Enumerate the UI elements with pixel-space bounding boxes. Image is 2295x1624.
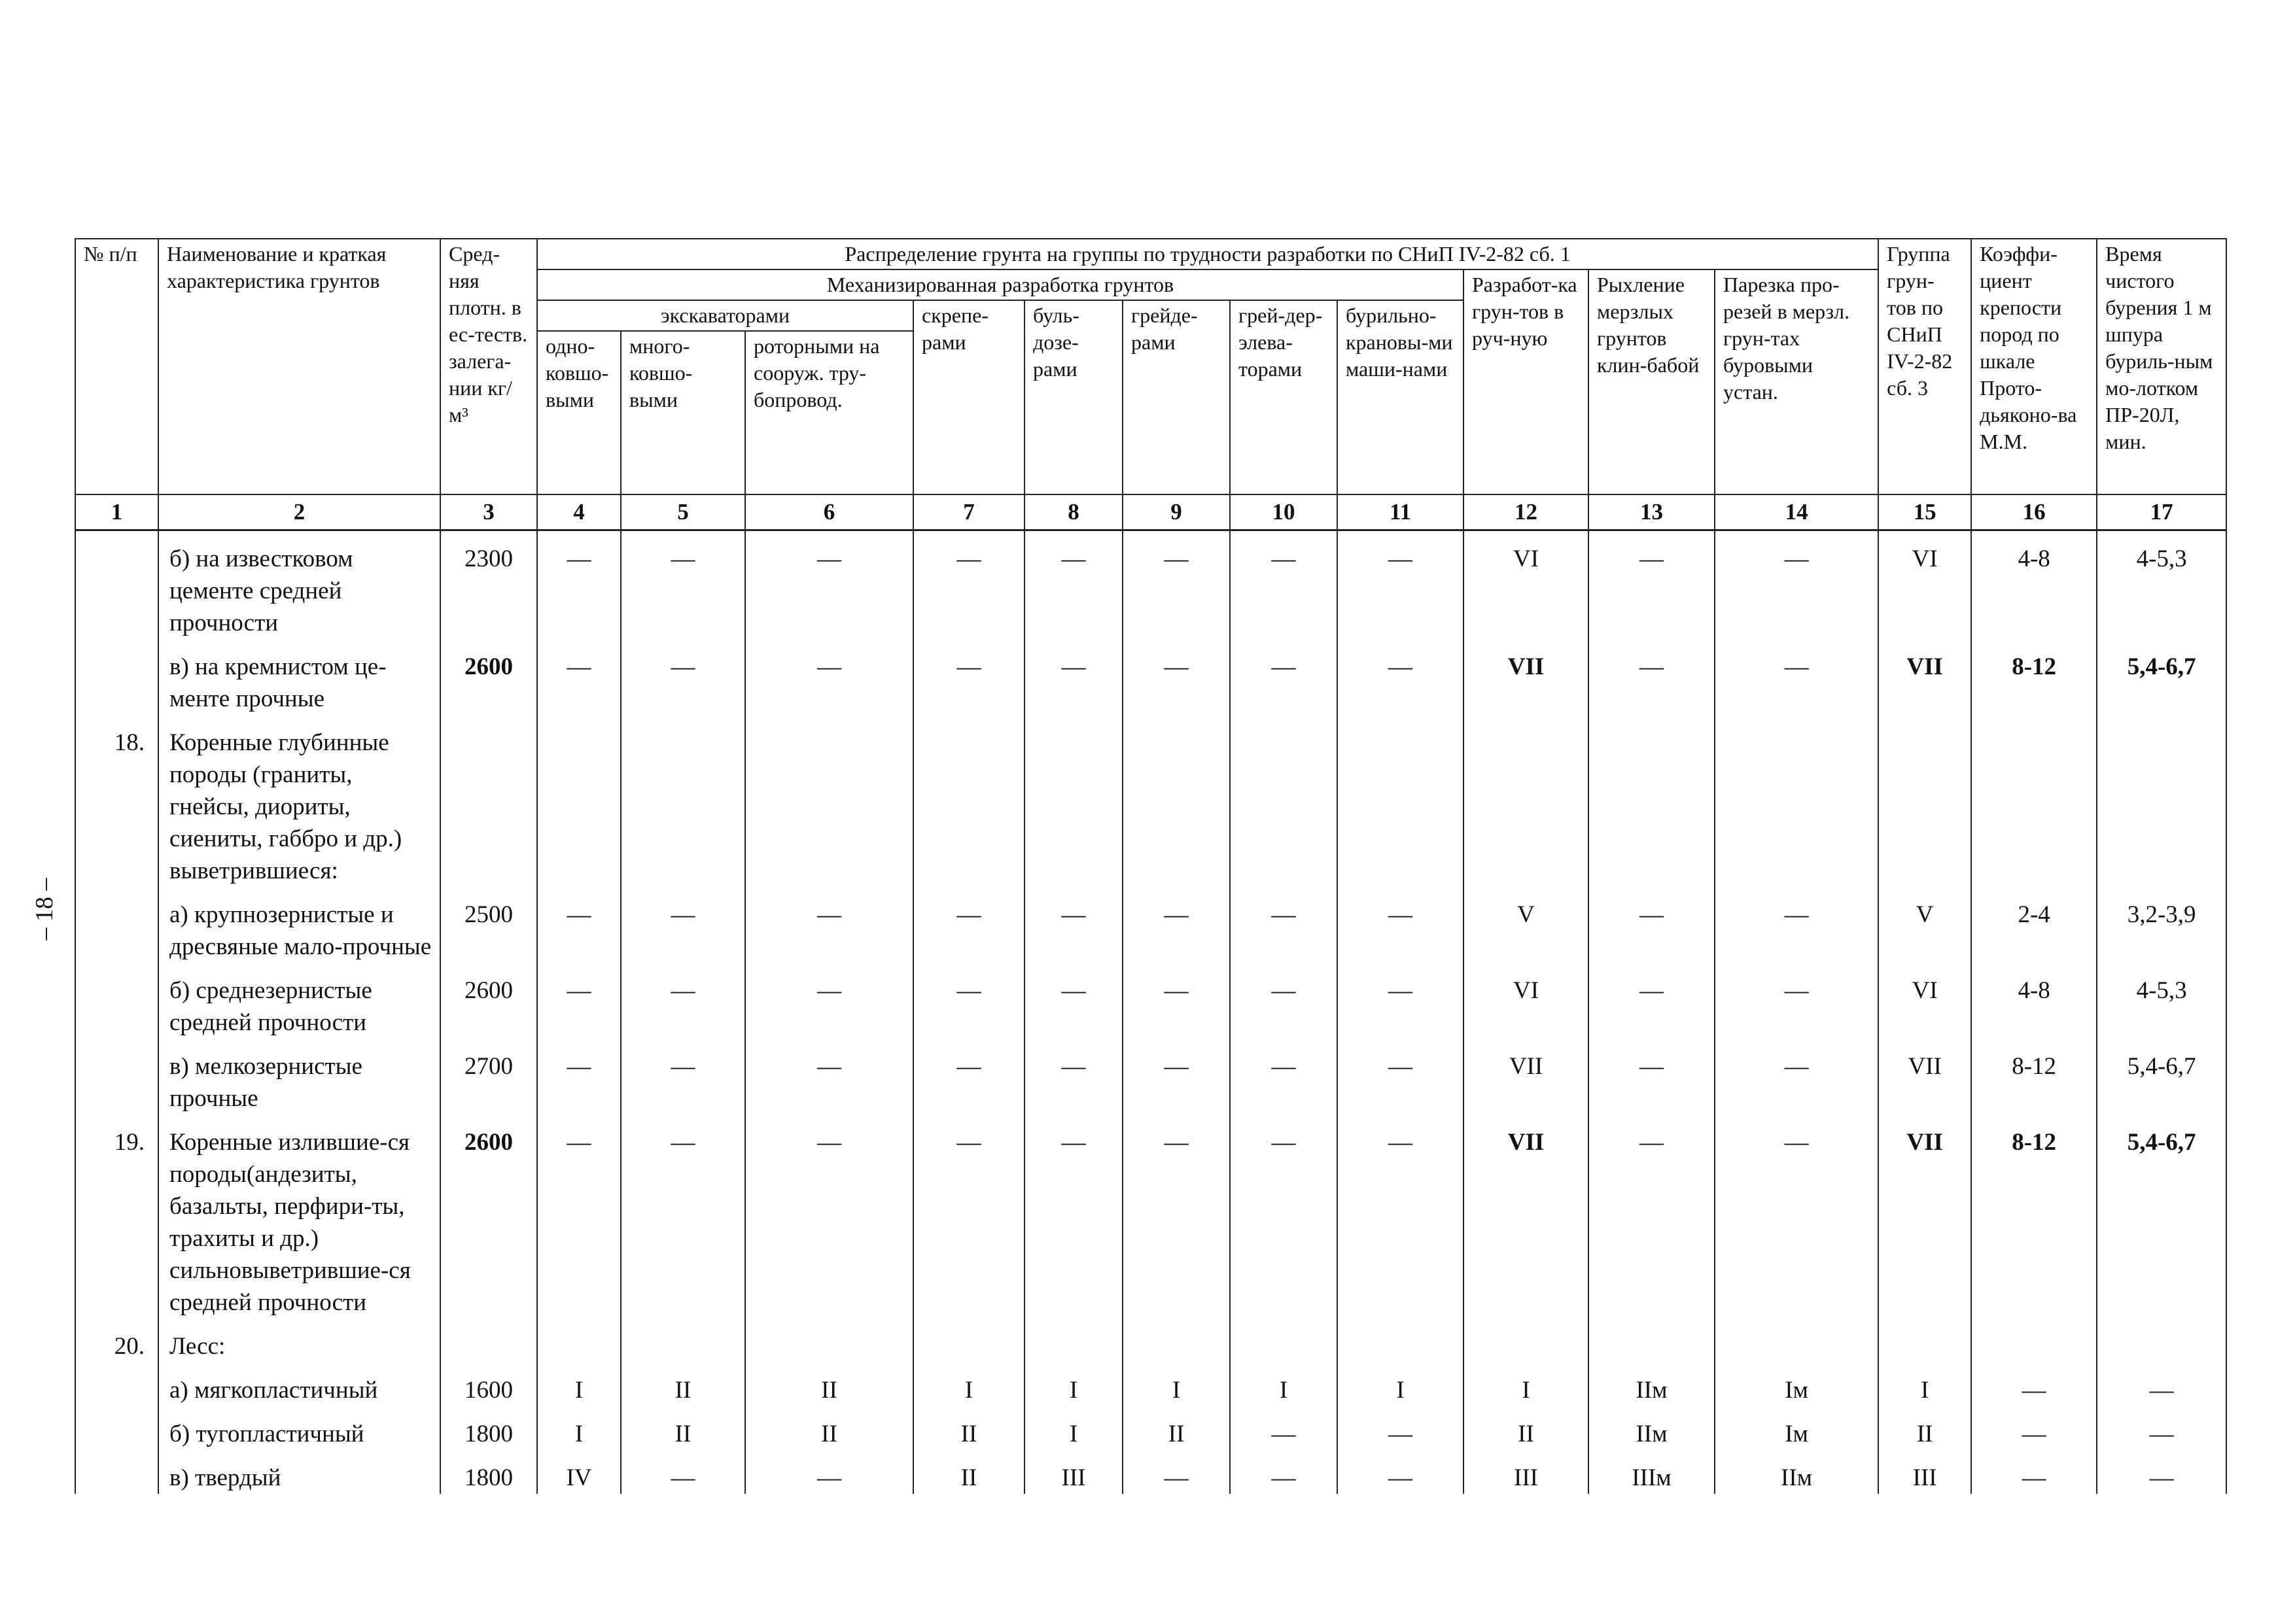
group-cell: —	[1715, 1114, 1878, 1319]
group-cell: III	[1025, 1450, 1123, 1494]
group-cell	[1715, 715, 1878, 887]
group-cell: Iм	[1715, 1406, 1878, 1450]
group-cell: II	[621, 1362, 745, 1406]
group-cell	[1463, 1319, 1588, 1362]
group-cell: —	[1123, 1039, 1230, 1114]
row-number	[75, 530, 158, 640]
column-number: 14	[1715, 494, 1878, 530]
column-number: 7	[913, 494, 1025, 530]
group-cell: I	[1878, 1362, 1971, 1406]
group-cell: I	[913, 1362, 1025, 1406]
group-cell: —	[1230, 887, 1337, 963]
group-cell: —	[621, 1114, 745, 1319]
header-manual: Разработ-ка грун-тов в руч-ную	[1463, 269, 1588, 494]
group-cell: I	[537, 1362, 621, 1406]
group-cell: —	[1230, 639, 1337, 715]
group-cell: —	[621, 1450, 745, 1494]
group-cell: —	[1715, 887, 1878, 963]
column-number: 17	[2097, 494, 2226, 530]
group-cell: V	[1878, 887, 1971, 963]
row-number: 19.	[75, 1114, 158, 1319]
group-cell: VI	[1463, 963, 1588, 1039]
group-cell: —	[1971, 1450, 2097, 1494]
group-cell: —	[1230, 1406, 1337, 1450]
header-drilling-crane: бурильно-крановы-ми маши-нами	[1337, 300, 1463, 494]
header-bulldozers: буль-дозе-рами	[1025, 300, 1123, 494]
group-cell: VII	[1878, 1039, 1971, 1114]
header-scrapers: скрепе-рами	[913, 300, 1025, 494]
group-cell: —	[1588, 639, 1715, 715]
group-cell	[1878, 715, 1971, 887]
group-cell	[1971, 1319, 2097, 1362]
header-num: № п/п	[75, 239, 158, 494]
soil-name: Коренные излившие-ся породы(андезиты, базальты, перфири-ты, трахиты и др.) сильновыветрившие-ся средней прочности	[158, 1114, 440, 1319]
column-number-row	[75, 494, 2226, 530]
group-cell: II	[621, 1406, 745, 1450]
group-cell: —	[537, 530, 621, 640]
group-cell: 4-5,3	[2097, 530, 2226, 640]
column-number: 8	[1025, 494, 1123, 530]
group-cell: —	[1715, 530, 1878, 640]
header-group-snip3: Группа грун-тов по СНиП IV-2-82 сб. 3	[1878, 239, 1971, 494]
group-cell: IV	[537, 1450, 621, 1494]
column-number: 15	[1878, 494, 1971, 530]
soil-name: б) на известковом цементе средней прочности	[158, 530, 440, 640]
group-cell	[745, 715, 913, 887]
group-cell: —	[537, 963, 621, 1039]
row-number	[75, 1406, 158, 1450]
group-cell	[1025, 1319, 1123, 1362]
soil-name: в) на кремнистом це-менте прочные	[158, 639, 440, 715]
soil-classification-table	[75, 238, 2227, 1494]
group-cell	[1123, 715, 1230, 887]
group-cell: —	[745, 887, 913, 963]
group-cell: —	[1230, 963, 1337, 1039]
density-value: 1800	[440, 1450, 537, 1494]
group-cell: —	[1971, 1406, 2097, 1450]
group-cell	[1337, 715, 1463, 887]
group-cell	[537, 715, 621, 887]
group-cell: —	[537, 1114, 621, 1319]
group-cell: —	[1123, 1450, 1230, 1494]
soil-name: б) среднезернистые средней прочности	[158, 963, 440, 1039]
header-grader-elevators: грей-дер-элева-торами	[1230, 300, 1337, 494]
header-mechanized: Механизированная разработка грунтов	[537, 269, 1463, 300]
header-drilling-time: Время чистого бурения 1 м шпура буриль-ным мо-лотком ПР-20Л, мин.	[2097, 239, 2226, 494]
density-value	[440, 1319, 537, 1362]
group-cell: —	[745, 1039, 913, 1114]
group-cell	[621, 715, 745, 887]
header-multi-bucket: много-ковшо-выми	[621, 331, 745, 494]
column-number: 12	[1463, 494, 1588, 530]
group-cell: —	[621, 887, 745, 963]
group-cell: —	[621, 530, 745, 640]
group-cell: 2-4	[1971, 887, 2097, 963]
group-cell: —	[2097, 1406, 2226, 1450]
group-cell: —	[621, 1039, 745, 1114]
group-cell: —	[1588, 1039, 1715, 1114]
group-cell: II	[745, 1406, 913, 1450]
column-number: 2	[158, 494, 440, 530]
group-cell: —	[1123, 639, 1230, 715]
row-number	[75, 1362, 158, 1406]
table-row	[75, 530, 2226, 640]
group-cell: VI	[1878, 530, 1971, 640]
group-cell: V	[1463, 887, 1588, 963]
table-row	[75, 1450, 2226, 1494]
group-cell: —	[621, 639, 745, 715]
column-number: 4	[537, 494, 621, 530]
header-frozen-loosening: Рыхление мерзлых грунтов клин-бабой	[1588, 269, 1715, 494]
group-cell: III	[1878, 1450, 1971, 1494]
table-row	[75, 715, 2226, 887]
row-number	[75, 1450, 158, 1494]
group-cell: II	[913, 1450, 1025, 1494]
group-cell: 8-12	[1971, 1039, 2097, 1114]
header-excavators: экскаваторами	[537, 300, 913, 331]
group-cell: —	[1230, 1450, 1337, 1494]
row-number	[75, 639, 158, 715]
group-cell: I	[537, 1406, 621, 1450]
group-cell: VII	[1463, 1114, 1588, 1319]
group-cell: VII	[1878, 639, 1971, 715]
group-cell: —	[1025, 887, 1123, 963]
group-cell	[913, 715, 1025, 887]
group-cell: —	[1230, 530, 1337, 640]
group-cell: II	[1878, 1406, 1971, 1450]
table-row	[75, 963, 2226, 1039]
group-cell: —	[1123, 1114, 1230, 1319]
group-cell: —	[1715, 639, 1878, 715]
group-cell: I	[1025, 1362, 1123, 1406]
group-cell: —	[1588, 530, 1715, 640]
group-cell	[1971, 715, 2097, 887]
group-cell: —	[1025, 1114, 1123, 1319]
group-cell: I	[1337, 1362, 1463, 1406]
group-cell: VII	[1878, 1114, 1971, 1319]
group-cell	[1230, 715, 1337, 887]
group-cell: III	[1463, 1450, 1588, 1494]
group-cell: —	[1588, 963, 1715, 1039]
soil-name: а) мягкопластичный	[158, 1362, 440, 1406]
group-cell: —	[1715, 963, 1878, 1039]
group-cell	[1337, 1319, 1463, 1362]
group-cell: —	[1337, 887, 1463, 963]
row-number	[75, 887, 158, 963]
density-value	[440, 715, 537, 887]
group-cell: —	[1337, 639, 1463, 715]
group-cell	[745, 1319, 913, 1362]
group-cell: II	[1123, 1406, 1230, 1450]
group-cell: I	[1463, 1362, 1588, 1406]
group-cell: IIм	[1588, 1406, 1715, 1450]
group-cell: II	[1463, 1406, 1588, 1450]
group-cell: —	[913, 963, 1025, 1039]
group-cell: VI	[1878, 963, 1971, 1039]
column-number: 11	[1337, 494, 1463, 530]
group-cell	[621, 1319, 745, 1362]
column-number: 3	[440, 494, 537, 530]
density-value: 2600	[440, 1114, 537, 1319]
group-cell: 4-8	[1971, 530, 2097, 640]
group-cell: —	[537, 1039, 621, 1114]
header-hardness: Коэффи-циент крепости пород по шкале Прото-дьяконо-ва М.М.	[1971, 239, 2097, 494]
group-cell	[2097, 715, 2226, 887]
table-row	[75, 1406, 2226, 1450]
group-cell: VII	[1463, 1039, 1588, 1114]
group-cell: —	[913, 639, 1025, 715]
group-cell: 3,2-3,9	[2097, 887, 2226, 963]
group-cell: IIIм	[1588, 1450, 1715, 1494]
header-name: Наименование и краткая характеристика грунтов	[158, 239, 440, 494]
group-cell: 5,4-6,7	[2097, 639, 2226, 715]
soil-name: б) тугопластичный	[158, 1406, 440, 1450]
column-number: 16	[1971, 494, 2097, 530]
group-cell: 8-12	[1971, 639, 2097, 715]
group-cell: —	[1337, 1406, 1463, 1450]
group-cell: —	[1123, 963, 1230, 1039]
group-cell: —	[913, 1039, 1025, 1114]
group-cell: —	[1588, 887, 1715, 963]
group-cell: —	[1123, 887, 1230, 963]
row-number: 18.	[75, 715, 158, 887]
header-graders: грейде-рами	[1123, 300, 1230, 494]
column-number: 5	[621, 494, 745, 530]
table-row	[75, 887, 2226, 963]
group-cell: —	[1337, 1114, 1463, 1319]
group-cell: —	[1971, 1362, 2097, 1406]
soil-name: Коренные глубинные породы (граниты, гнейсы, диориты, сиениты, габбро и др.) выветрившиеся:	[158, 715, 440, 887]
group-cell: 8-12	[1971, 1114, 2097, 1319]
density-value: 2300	[440, 530, 537, 640]
group-cell: —	[1025, 639, 1123, 715]
group-cell	[1878, 1319, 1971, 1362]
group-cell: —	[1025, 963, 1123, 1039]
column-number: 9	[1123, 494, 1230, 530]
table-row	[75, 639, 2226, 715]
group-cell: —	[537, 887, 621, 963]
group-cell: II	[745, 1362, 913, 1406]
group-cell: IIм	[1588, 1362, 1715, 1406]
group-cell	[1715, 1319, 1878, 1362]
table-row	[75, 1319, 2226, 1362]
group-cell: —	[745, 1114, 913, 1319]
column-number: 10	[1230, 494, 1337, 530]
header-frozen-cutting: Парезка про-резей в мерзл. грун-тах буровыми устан.	[1715, 269, 1878, 494]
soil-name: а) крупнозернистые и дресвяные мало-прочные	[158, 887, 440, 963]
group-cell: —	[1230, 1114, 1337, 1319]
group-cell	[1588, 715, 1715, 887]
density-value: 2600	[440, 963, 537, 1039]
table-row	[75, 1362, 2226, 1406]
group-cell: II	[913, 1406, 1025, 1450]
header-rotary: роторными на сооруж. тру-бопровод.	[745, 331, 913, 494]
group-cell	[537, 1319, 621, 1362]
group-cell: —	[745, 530, 913, 640]
group-cell	[1230, 1319, 1337, 1362]
group-cell: VI	[1463, 530, 1588, 640]
group-cell	[1025, 715, 1123, 887]
group-cell: I	[1123, 1362, 1230, 1406]
group-cell: —	[913, 887, 1025, 963]
header-density: Сред-няя плотн. в ес-теств. залега-нии кг/м³	[440, 239, 537, 494]
group-cell: —	[913, 530, 1025, 640]
group-cell: —	[1715, 1039, 1878, 1114]
group-cell	[1588, 1319, 1715, 1362]
group-cell	[2097, 1319, 2226, 1362]
group-cell: Iм	[1715, 1362, 1878, 1406]
density-value: 1600	[440, 1362, 537, 1406]
group-cell	[913, 1319, 1025, 1362]
group-cell: —	[537, 639, 621, 715]
group-cell: 5,4-6,7	[2097, 1039, 2226, 1114]
group-cell: —	[1337, 530, 1463, 640]
group-cell: —	[745, 639, 913, 715]
density-value: 2500	[440, 887, 537, 963]
header-single-bucket: одно-ковшо-выми	[537, 331, 621, 494]
column-number: 1	[75, 494, 158, 530]
column-number: 13	[1588, 494, 1715, 530]
density-value: 2700	[440, 1039, 537, 1114]
group-cell: —	[1025, 530, 1123, 640]
group-cell	[1123, 1319, 1230, 1362]
table-row	[75, 1039, 2226, 1114]
column-number: 6	[745, 494, 913, 530]
group-cell	[1463, 715, 1588, 887]
group-cell: —	[621, 963, 745, 1039]
group-cell: —	[1337, 1450, 1463, 1494]
soil-name: в) твердый	[158, 1450, 440, 1494]
density-value: 2600	[440, 639, 537, 715]
group-cell: VII	[1463, 639, 1588, 715]
group-cell: —	[1230, 1039, 1337, 1114]
group-cell: 4-8	[1971, 963, 2097, 1039]
row-number	[75, 1039, 158, 1114]
group-cell: —	[1588, 1114, 1715, 1319]
table-body	[75, 530, 2226, 1494]
group-cell: —	[2097, 1450, 2226, 1494]
row-number: 20.	[75, 1319, 158, 1362]
group-cell: —	[745, 963, 913, 1039]
group-cell: —	[913, 1114, 1025, 1319]
group-cell: —	[2097, 1362, 2226, 1406]
group-cell: —	[1025, 1039, 1123, 1114]
group-cell: 4-5,3	[2097, 963, 2226, 1039]
group-cell: 5,4-6,7	[2097, 1114, 2226, 1319]
density-value: 1800	[440, 1406, 537, 1450]
group-cell: —	[1123, 530, 1230, 640]
soil-name: Лесс:	[158, 1319, 440, 1362]
header-distribution: Распределение грунта на группы по трудности разработки по СНиП IV-2-82 сб. 1	[537, 239, 1878, 269]
group-cell: —	[745, 1450, 913, 1494]
table-row	[75, 1114, 2226, 1319]
page-number: – 18 –	[31, 878, 58, 941]
group-cell: —	[1337, 1039, 1463, 1114]
group-cell: —	[1337, 963, 1463, 1039]
row-number	[75, 963, 158, 1039]
group-cell: IIм	[1715, 1450, 1878, 1494]
group-cell: I	[1230, 1362, 1337, 1406]
soil-name: в) мелкозернистые прочные	[158, 1039, 440, 1114]
group-cell: I	[1025, 1406, 1123, 1450]
